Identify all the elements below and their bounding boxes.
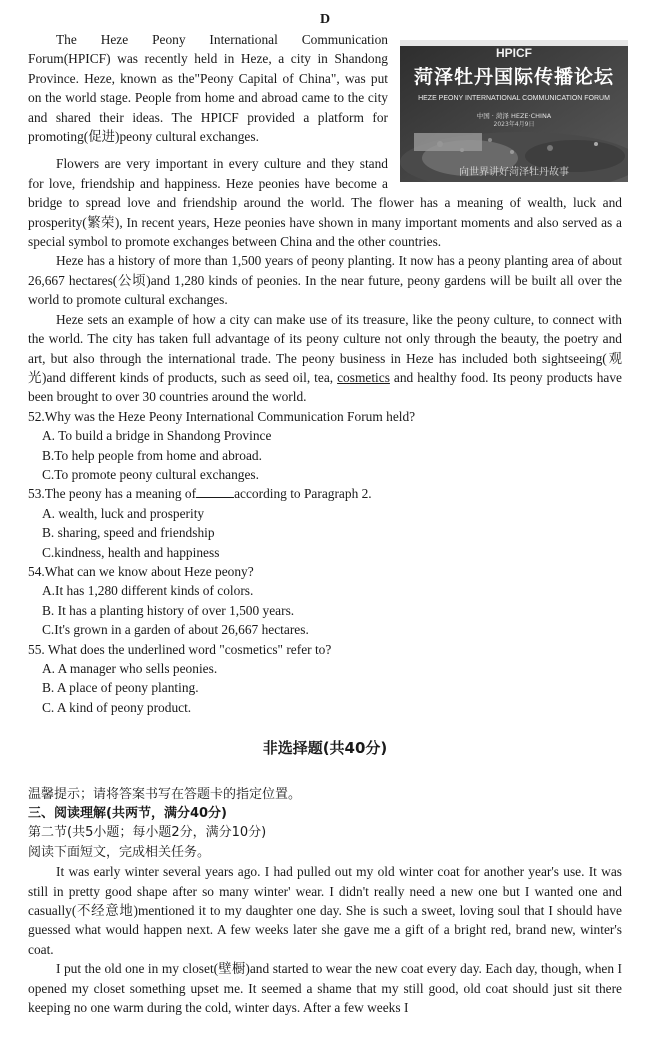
forum-date: 2023年4月9日 bbox=[493, 121, 535, 128]
forum-slogan: 向世界讲好菏泽牡丹故事 bbox=[459, 167, 569, 178]
option-c: C. A kind of peony product. bbox=[42, 699, 192, 715]
question-52 bbox=[28, 407, 622, 485]
passage-paragraph-3: Heze has a history of more than 1,500 years of peony planting. It now has a peony planting area of about 26,667 hectares(公顷)and 1,280 kinds of peonies. In the near future, peony gardens will be built all over the world to promote cultural exchanges. bbox=[28, 253, 622, 308]
question-stem: 55. What does the underlined word "cosmetics" refer to? bbox=[28, 641, 332, 657]
question-53 bbox=[28, 484, 622, 562]
stem-part-2: according to Paragraph 2. bbox=[234, 486, 372, 502]
question-55 bbox=[28, 640, 622, 718]
paragraph-4-text-a: Heze sets an example of how a city can make use of its treasure, like the peony culture, to connect with the world. The city has taken full advantage of its peony culture not only through the beauty, the poetry and art, but also through the international trade. The peony business in Heze has included both sightseeing(观光)and different kinds of products, such as seed oil, tea, bbox=[28, 311, 622, 385]
section-letter: D bbox=[319, 12, 331, 27]
option-a: A. A manager who sells peonies. bbox=[42, 661, 218, 676]
question-stem: 54.What can we know about Heze peony? bbox=[28, 563, 254, 579]
passage-paragraph-2: Flowers are very important in every culture and they stand for love, friendship and happiness. Heze peonies have become a bridge to spread love and friendship around the world. The flower has a meaning of wealth, luck and prosperity(繁荣), In recent years, Heze peonies have shown in many important moments and also served as a special symbol to promote exchanges between China and the other countries. bbox=[28, 156, 622, 250]
non-choice-heading: 非选择题(共40分) bbox=[262, 739, 388, 758]
forum-place: 中国 · 菏泽 HEZE·CHINA bbox=[476, 112, 552, 120]
answer-tip: 温馨提示；请将答案书写在答题卡的指定位置。 bbox=[28, 786, 302, 802]
story-paragraph-1: It was early winter several years ago. I had pulled out my old winter coat for another year's use. It was still in pretty good shape after so many winter' wear. I didn't really need a new one but I wanted one and casually(不经意地)mentioned it to my daughter one day. She is such a sweet, loving soul that I should have guessed what would happen next. A few weeks later she gave me a gift of a bright red, brand new, winter's coat. bbox=[28, 864, 622, 957]
option-c: C.It's grown in a garden of about 26,667 hectares. bbox=[42, 622, 309, 638]
option-b: B. A place of peony planting. bbox=[42, 680, 199, 696]
paragraph-4-text-b: and healthy food. Its peony products have been brought to over 30 countries around the world. bbox=[28, 369, 622, 405]
story-paragraph-2: I put the old one in my closet(壁橱)and started to wear the new coat every day. Each day, though, when I opened my closet something upset me. It seemed a shame that my still good, old coat should just sit there keeping no one warm during the cold, winter days. After a few weeks I bbox=[28, 961, 622, 1016]
option-b: B. sharing, speed and friendship bbox=[42, 525, 215, 541]
option-c: C.To promote peony cultural exchanges. bbox=[42, 466, 259, 482]
option-b: B. It has a planting history of over 1,500 years. bbox=[42, 602, 295, 618]
task-instruction: 阅读下面短文，完成相关任务。 bbox=[28, 844, 211, 860]
passage-paragraph-4 bbox=[28, 310, 622, 407]
option-a: A. wealth, luck and prosperity bbox=[42, 505, 205, 521]
option-a: A.It has 1,280 different kinds of colors. bbox=[42, 583, 254, 599]
subsection-title: 第二节(共5小题；每小题2分，满分10分) bbox=[28, 825, 267, 841]
question-54 bbox=[28, 562, 622, 640]
stem-part-1: 53.The peony has a meaning of bbox=[28, 486, 197, 502]
option-b: B.To help people from home and abroad. bbox=[42, 447, 262, 463]
forum-title-en: HEZE PEONY INTERNATIONAL COMMUNICATION FORUM bbox=[418, 95, 610, 102]
option-a: A. To build a bridge in Shandong Province bbox=[42, 428, 272, 444]
question-stem: 52.Why was the Heze Peony International Communication Forum held? bbox=[28, 408, 416, 424]
forum-title-cn: 菏泽牡丹国际传播论坛 bbox=[413, 66, 614, 88]
forum-photo bbox=[400, 40, 628, 182]
section-title: 三、阅读理解(共两节，满分40分) bbox=[28, 806, 227, 822]
option-c: C.kindness, health and happiness bbox=[42, 544, 220, 560]
answer-blank bbox=[196, 485, 234, 498]
forum-backdrop-illustration bbox=[400, 40, 628, 182]
passage-paragraph-1: The Heze Peony International Communication Forum(HPICF) was recently held in Heze, a city in Shandong Province. Heze, known as the"Peony Capital of China", was put on the world stage. People from home and abroad came to the city and shared their ideas. The HPICF provided a platform for promoting(促进)peony cultural exchanges. bbox=[28, 32, 388, 145]
forum-brand: HPICF bbox=[496, 46, 532, 60]
underlined-word-cosmetics: cosmetics bbox=[337, 369, 390, 385]
question-stem bbox=[28, 484, 622, 503]
